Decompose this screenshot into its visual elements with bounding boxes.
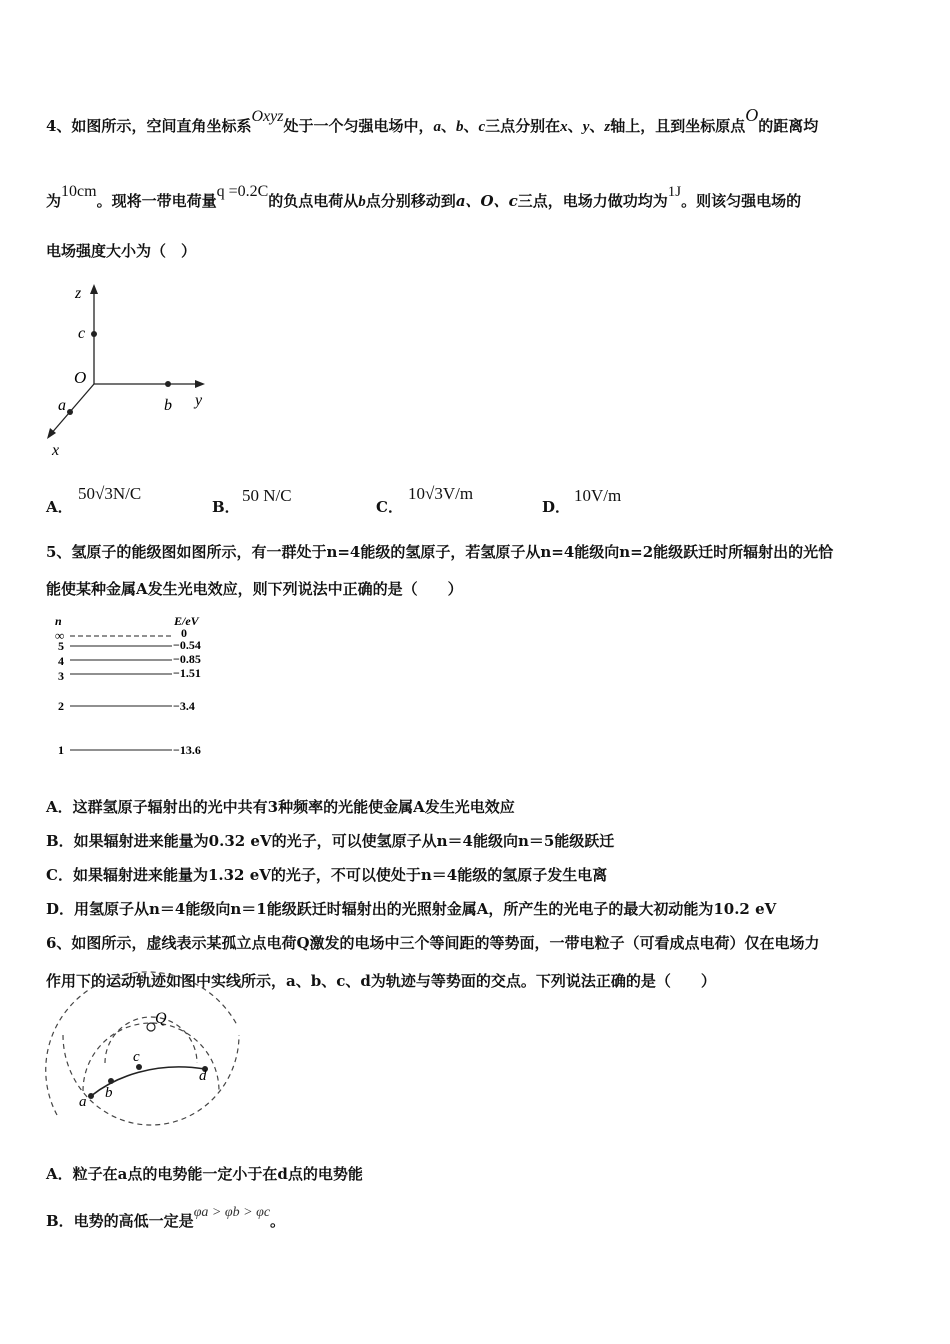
q5-option-b: B．如果辐射进来能量为0.32 eV的光子，可以使氢原子从n＝4能级向n＝5能级跃迁 (46, 832, 615, 850)
point-b (108, 1078, 114, 1084)
level-n-5: 5 (58, 639, 64, 653)
label-c: c (78, 325, 86, 342)
point-b (165, 381, 171, 387)
q5-option-c: C．如果辐射进来能量为1.32 eV的光子，不可以使处于n＝4能级的氢原子发生电离 (46, 866, 608, 884)
q5-option-d: D．用氢原子从n＝4能级向n＝1能级跃迁时辐射出的光照射金属A，所产生的光电子的最大初动能为10.2 eV (46, 900, 777, 918)
q5-option-a: A．这群氢原子辐射出的光中共有3种频率的光能使金属A发生光电效应 (46, 798, 515, 816)
point-a (88, 1093, 94, 1099)
z-arrow-icon (90, 284, 98, 294)
level-e-3: −1.51 (173, 666, 201, 680)
label-b: b (105, 1085, 113, 1101)
charge-Q (147, 1023, 155, 1031)
q4-line-1: 4、如图所示，空间直角坐标系Oxyz处于一个匀强电场中，a、b、c三点分别在x、y、z轴上，且到坐标原点O的距离均 (46, 105, 819, 135)
label-c: c (133, 1049, 140, 1065)
e-header: E/eV (174, 614, 199, 628)
q4-line-3: 电场强度大小为（ ） (46, 242, 197, 260)
equipotential-inner (105, 1017, 197, 1063)
level-e-5: −0.54 (173, 638, 201, 652)
label-y: y (195, 392, 203, 409)
q4-option-a-value: 50√3N/C (78, 484, 142, 503)
level-n-1: 1 (58, 743, 64, 757)
q4-option-d-label: D． (542, 498, 571, 516)
label-z: z (75, 285, 82, 302)
q4-option-b-label: B． (212, 498, 240, 516)
x-axis (50, 384, 94, 435)
equipotential-outer-left (63, 1035, 239, 1125)
equipotential-outer (46, 972, 237, 1115)
label-O: O (74, 368, 87, 387)
level-e-4: −0.85 (173, 652, 201, 666)
level-n-3: 3 (58, 669, 64, 683)
point-a (67, 409, 73, 415)
equipotential-figure (55, 1005, 255, 1130)
q6-option-b: B．电势的高低一定是φa > φb > φc。 (46, 1205, 286, 1230)
n-header: n (55, 614, 62, 628)
q4-line-2: 为10cm。现将一带电荷量q =0.2C的负点电荷从b点分别移动到a、O、c三点，电场力做功均为1J。则该匀强电场的 (46, 183, 802, 210)
q4-option-b-value: 50 N/C (242, 486, 292, 505)
q4-option-d-value: 10V/m (574, 486, 622, 505)
q6-line-2: 作用下的运动轨迹如图中实线所示，a、b、c、d为轨迹与等势面的交点。下列说法正确的是（ ） (46, 972, 716, 990)
point-c (91, 331, 97, 337)
label-a: a (58, 397, 66, 414)
level-n-2: 2 (58, 699, 64, 713)
energy-level-diagram (50, 612, 230, 762)
coordinate-axes-figure (40, 280, 220, 460)
y-arrow-icon (195, 380, 205, 388)
label-x: x (52, 442, 60, 459)
label-a: a (79, 1094, 87, 1110)
q6-line-1: 6、如图所示，虚线表示某孤立点电荷Q激发的电场中三个等间距的等势面，一带电粒子（可看成点电荷）仅在电场力 (46, 934, 820, 952)
q5-line-1: 5、氢原子的能级图如图所示，有一群处于n=4能级的氢原子，若氢原子从n=4能级向n=2能级跃迁时所辐射出的光恰 (46, 543, 834, 561)
level-e-2: −3.4 (173, 699, 195, 713)
q6-option-a: A．粒子在a点的电势能一定小于在d点的电势能 (46, 1165, 363, 1183)
q4-option-c-label: C． (376, 498, 403, 516)
level-n-4: 4 (58, 654, 64, 668)
level-e-1: −13.6 (173, 743, 201, 757)
q4-option-c-value: 10√3V/m (408, 484, 474, 503)
q4-option-a-label: A． (46, 498, 73, 516)
coordinate-system-math: Oxyz (251, 108, 284, 125)
potential-inequality: φa > φb > φc (193, 1205, 271, 1220)
label-d: d (199, 1068, 207, 1084)
level-n-inf: ∞ (55, 628, 65, 643)
q5-line-2: 能使某种金属A发生光电效应，则下列说法中正确的是（ ） (46, 580, 463, 598)
level-e-inf: 0 (181, 626, 187, 640)
label-Q: Q (155, 1010, 167, 1027)
label-b: b (164, 397, 172, 414)
